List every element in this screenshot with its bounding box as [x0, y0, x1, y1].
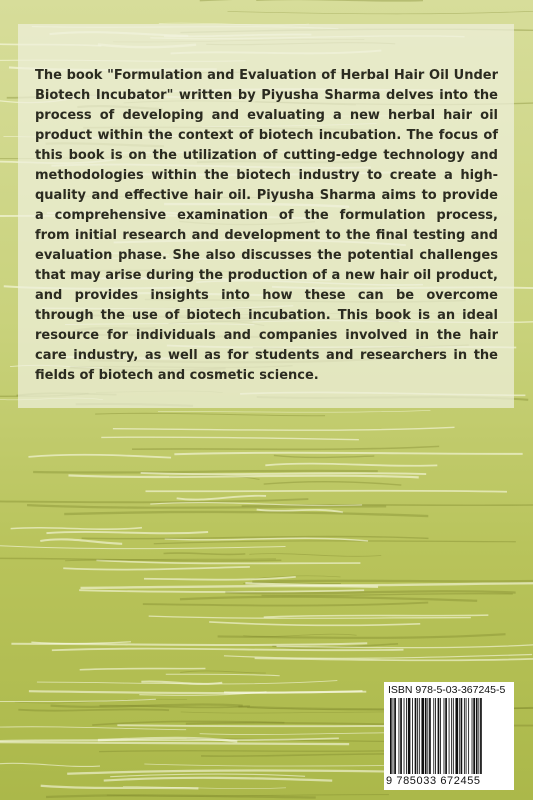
- barcode-bar: [453, 698, 454, 774]
- barcode-bar: [459, 698, 460, 774]
- wood-grain-stroke: [52, 649, 404, 651]
- barcode-bar: [455, 698, 458, 774]
- barcode-bar: [473, 698, 475, 774]
- barcode-bar: [419, 698, 420, 774]
- wood-grain-stroke: [40, 539, 122, 543]
- wood-grain-stroke: [264, 615, 489, 617]
- wood-grain-stroke: [154, 541, 516, 544]
- barcode-bars: [390, 698, 508, 774]
- wood-grain-stroke: [265, 464, 437, 466]
- wood-grain-stroke: [28, 455, 171, 458]
- barcode-bar: [415, 698, 417, 774]
- wood-grain-stroke: [68, 475, 418, 477]
- wood-grain-stroke: [41, 786, 199, 789]
- barcode-bar: [400, 698, 402, 774]
- wood-grain-stroke: [113, 427, 455, 430]
- barcode-digits: 9 785033 672455: [386, 775, 481, 787]
- barcode-bar: [472, 698, 473, 774]
- wood-grain-stroke: [164, 553, 246, 555]
- wood-grain-stroke: [80, 669, 206, 670]
- wood-grain-stroke: [33, 471, 378, 473]
- wood-grain-stroke: [101, 437, 359, 440]
- barcode-bar: [466, 698, 467, 774]
- wood-grain-stroke: [0, 742, 349, 744]
- barcode-bar: [429, 698, 431, 774]
- barcode-bar: [404, 698, 405, 774]
- barcode-bar: [478, 698, 479, 774]
- barcode-bar: [425, 698, 427, 774]
- barcode-bar: [435, 698, 436, 774]
- barcode-bar: [476, 698, 478, 774]
- wood-grain-stroke: [11, 528, 142, 530]
- barcode-bar: [399, 698, 400, 774]
- barcode-bar: [464, 698, 465, 774]
- wood-grain-stroke: [110, 774, 305, 777]
- barcode-bar: [390, 698, 392, 774]
- wood-grain-stroke: [0, 499, 308, 502]
- wood-grain-stroke: [0, 763, 100, 766]
- wood-grain-stroke: [104, 778, 332, 781]
- wood-grain-stroke: [174, 453, 522, 454]
- wood-grain-stroke: [132, 446, 439, 449]
- wood-grain-stroke: [0, 699, 156, 701]
- wood-grain-stroke: [274, 455, 374, 457]
- barcode-bar: [445, 698, 447, 774]
- barcode-bar: [444, 698, 445, 774]
- wood-grain-stroke: [63, 567, 250, 570]
- barcode-bar: [433, 698, 434, 774]
- wood-grain-stroke: [252, 580, 533, 582]
- wood-grain-stroke: [143, 603, 428, 606]
- isbn-label: ISBN 978-5-03-367245-5: [388, 684, 506, 696]
- wood-grain-stroke: [18, 709, 169, 710]
- barcode-bar: [417, 698, 418, 774]
- barcode-bar: [461, 698, 463, 774]
- barcode-bar: [440, 698, 441, 774]
- barcode-bar: [451, 698, 452, 774]
- barcode-bar: [408, 698, 411, 774]
- wood-grain-stroke: [218, 634, 506, 638]
- wood-grain-stroke: [64, 512, 428, 516]
- wood-grain-stroke: [264, 482, 402, 485]
- wood-grain-stroke: [158, 410, 430, 412]
- wood-grain-stroke: [146, 491, 507, 492]
- barcode-bar: [393, 698, 394, 774]
- barcode: [384, 682, 514, 790]
- wood-grain-stroke: [0, 727, 186, 730]
- barcode-bar: [480, 698, 482, 774]
- wood-grain-stroke: [256, 0, 423, 1]
- barcode-bar: [438, 698, 440, 774]
- wood-grain-stroke: [0, 545, 286, 548]
- barcode-bar: [427, 698, 428, 774]
- barcode-bar: [449, 698, 450, 774]
- barcode-bar: [406, 698, 407, 774]
- barcode-bar: [468, 698, 469, 774]
- wood-grain-stroke: [180, 671, 266, 673]
- wood-grain-stroke: [224, 692, 366, 693]
- wood-grain-stroke: [224, 655, 532, 659]
- wood-grain-stroke: [209, 622, 420, 625]
- wood-grain-stroke: [79, 590, 364, 592]
- blurb-text: The book "Formulation and Evaluation of Herbal Hair Oil Under Biotech Incubator" written by Piyusha Sharma delves into the process of developing and evaluating a new herbal hair oil product within the context of biotech incubation. The focus of this book is on the utilization of cutting-edge technology and methodologies within the biotech industry to create a high-quality and effective hair oil. Piyusha Sharma aims to provide a comprehensive examination of the formulation process, from initial research and development to the final testing and evaluation phase. She also discusses the potential challenges that may arise during the production of a new hair oil product, and provides insights into how these can be overcome through the use of biotech incubation. This book is an ideal resource for individuals and companies involved in the hair care industry, as well as for students and researchers in the fields of biotech and cosmetic science.: [35, 68, 498, 383]
- wood-grain-stroke: [95, 413, 325, 415]
- wood-grain-stroke: [46, 532, 208, 533]
- wood-grain-stroke: [141, 473, 427, 474]
- wood-grain-stroke: [177, 496, 266, 500]
- wood-grain-stroke: [31, 642, 131, 644]
- wood-grain-stroke: [180, 597, 477, 601]
- barcode-bar: [394, 698, 396, 774]
- barcode-bar: [412, 698, 413, 774]
- wood-grain-stroke: [99, 751, 391, 752]
- wood-grain-stroke: [245, 583, 533, 585]
- wood-grain-stroke: [166, 674, 280, 676]
- barcode-bar: [421, 698, 424, 774]
- wood-grain-stroke: [228, 9, 533, 14]
- wood-grain-stroke: [144, 764, 400, 766]
- wood-grain-stroke: [249, 554, 381, 557]
